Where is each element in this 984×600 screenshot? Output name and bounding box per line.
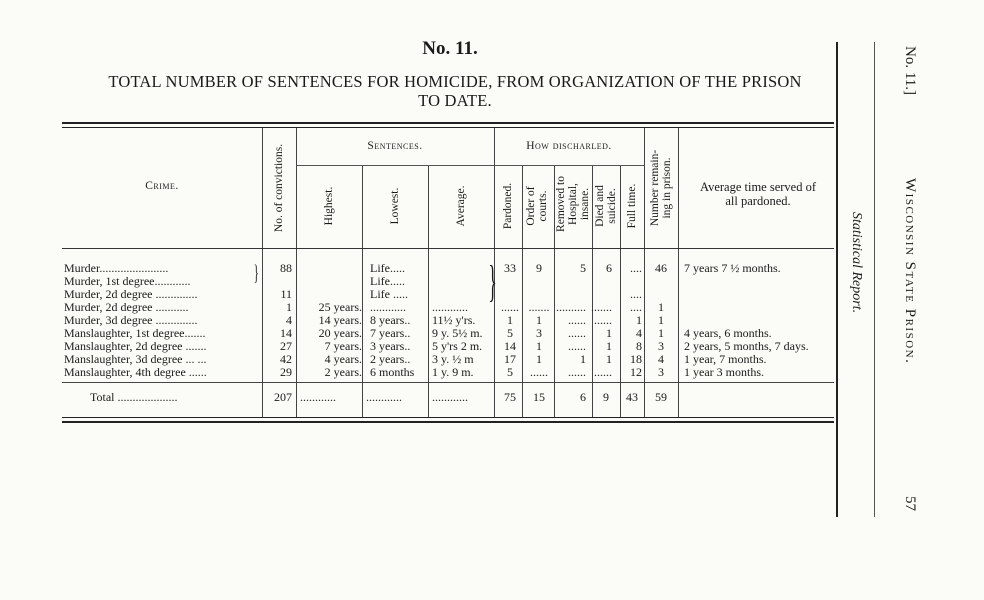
cell-crime: Manslaughter, 3d degree ... ... <box>64 352 207 366</box>
cell-pardoned: 5 <box>507 365 513 379</box>
total-order: 15 <box>533 390 545 404</box>
cell-convictions: 1 <box>286 300 292 314</box>
cell-full: .... <box>630 287 642 301</box>
top-rule-thick <box>62 122 834 124</box>
cell-died: ....... <box>591 300 612 314</box>
cell-remaining: 1 <box>658 300 664 314</box>
cell-remaining: 1 <box>658 326 664 340</box>
header-average: Average. <box>455 185 467 227</box>
running-head-left: No. 11.] <box>902 46 918 96</box>
cell-lowest: ............ <box>370 300 406 314</box>
header-convictions: No. of convictions. <box>273 143 285 233</box>
header-order-courts <box>525 168 549 244</box>
cell-order: 1 <box>536 313 542 327</box>
header-lowest: Lowest. <box>389 187 401 225</box>
total-convictions: 207 <box>274 390 292 404</box>
cell-removed: 1 <box>580 352 586 366</box>
cell-avg-served: 1 year, 7 months. <box>684 352 767 366</box>
side-label-statistical-report: Statistical Report. <box>849 212 864 314</box>
total-top-rule <box>62 382 834 383</box>
bottom-rule-thick <box>62 421 834 423</box>
cell-highest: 2 years. <box>324 365 362 379</box>
header-highest: Highest. <box>323 186 335 226</box>
total-average: ............ <box>432 390 468 404</box>
cell-convictions: 42 <box>280 352 292 366</box>
header-order-courts-line-1: Order of <box>525 186 537 226</box>
cell-avg-served: 1 year 3 months. <box>684 365 764 379</box>
cell-highest: 20 years. <box>318 326 362 340</box>
total-highest: ............ <box>300 390 336 404</box>
cell-average: 1 y. 9 m. <box>432 365 474 379</box>
cell-lowest: 8 years.. <box>370 313 411 327</box>
cell-crime: Manslaughter, 2d degree ....... <box>64 339 207 353</box>
cell-died: ...... <box>594 365 612 379</box>
cell-remaining: 3 <box>658 365 664 379</box>
cell-average: 11½ y'rs. <box>432 313 476 327</box>
cell-lowest: 7 years.. <box>370 326 411 340</box>
header-order-courts-line-2: courts. <box>537 190 549 222</box>
header-removed-line-1: Removed to <box>555 176 567 232</box>
header-number-remaining <box>649 132 673 244</box>
cell-highest: 14 years. <box>318 313 362 327</box>
header-died-line-1: Died and <box>594 185 606 227</box>
cell-lowest: Life ..... <box>370 287 408 301</box>
cell-full: .... <box>630 261 642 275</box>
cell-convictions: 11 <box>280 287 292 301</box>
cell-removed: .......... <box>556 300 586 314</box>
cell-avg-served: 4 years, 6 months. <box>684 326 772 340</box>
running-head-center: Wisconsin State Prison. <box>902 178 918 365</box>
cell-pardoned: 14 <box>504 339 516 353</box>
heading-line-2: TO DATE. <box>418 91 492 110</box>
header-remaining-line-1: Number remain- <box>649 149 661 227</box>
cell-average: 3 y. ½ m <box>432 352 474 366</box>
total-full: 43 <box>626 390 638 404</box>
total-died: 9 <box>603 390 609 404</box>
header-how-discharged: How discharled. <box>526 140 612 152</box>
cell-crime: Murder, 1st degree............ <box>64 274 191 288</box>
cell-full: 18 <box>630 352 642 366</box>
cell-average: 5 y'rs 2 m. <box>432 339 483 353</box>
total-row <box>64 391 834 404</box>
cell-remaining: 46 <box>655 261 667 275</box>
cell-average: 9 y. 5½ m. <box>432 326 483 340</box>
header-average-time-served <box>680 180 836 208</box>
header-crime: Crime. <box>145 180 179 192</box>
cell-remaining: 1 <box>658 313 664 327</box>
cell-order: 3 <box>536 326 542 340</box>
cell-pardoned: ...... <box>501 300 519 314</box>
total-removed: 6 <box>580 390 586 404</box>
cell-removed: ...... <box>568 326 586 340</box>
cell-full: 8 <box>636 339 642 353</box>
cell-order: 1 <box>536 339 542 353</box>
header-removed-line-3: insane. <box>579 187 591 221</box>
cell-removed: ...... <box>568 339 586 353</box>
header-died-suicide <box>594 168 618 244</box>
cell-crime: Murder, 2d degree ........... <box>64 300 189 314</box>
header-avg-line-2: all pardoned. <box>725 194 791 208</box>
cell-crime: Manslaughter, 4th degree ...... <box>64 365 207 379</box>
cell-full: .... <box>630 300 642 314</box>
header-full-time: Full time. <box>626 183 638 229</box>
cell-full: 1 <box>636 313 642 327</box>
cell-order: 1 <box>536 352 542 366</box>
table-number: No. 11. <box>422 38 478 59</box>
cell-pardoned: 5 <box>507 326 513 340</box>
cell-order: 9 <box>536 261 542 275</box>
brace-murder: } <box>253 260 259 285</box>
cell-pardoned: 17 <box>504 352 516 366</box>
cell-died: 1 <box>606 339 612 353</box>
cell-crime: Murder, 2d degree .............. <box>64 287 198 301</box>
header-avg-line-1: Average time served of <box>699 180 817 194</box>
cell-lowest: Life..... <box>370 261 405 275</box>
cell-died: 1 <box>606 326 612 340</box>
cell-order: ....... <box>528 300 550 314</box>
cell-remaining: 3 <box>658 339 664 353</box>
total-lowest: ............ <box>366 390 402 404</box>
cell-died: 1 <box>606 352 612 366</box>
cell-pardoned: 33 <box>504 261 516 275</box>
cell-avg-served: 2 years, 5 months, 7 days. <box>684 339 809 353</box>
margin-rule <box>874 42 875 517</box>
cell-convictions: 27 <box>280 339 292 353</box>
total-pardoned: 75 <box>504 390 516 404</box>
cell-pardoned: 1 <box>507 313 513 327</box>
cell-order: ...... <box>530 365 548 379</box>
cell-lowest: Life..... <box>370 274 405 288</box>
cell-lowest: 2 years.. <box>370 352 411 366</box>
cell-full: 12 <box>630 365 642 379</box>
table-row <box>64 366 834 379</box>
cell-convictions: 4 <box>286 313 292 327</box>
bottom-rule-thin <box>62 417 834 418</box>
header-pardoned: Pardoned. <box>502 182 514 230</box>
margin-rule <box>836 42 838 517</box>
cell-convictions: 88 <box>280 261 292 275</box>
table-heading <box>60 72 850 110</box>
cell-crime: Manslaughter, 1st degree....... <box>64 326 206 340</box>
cell-highest: 7 years. <box>324 339 362 353</box>
cell-remaining: 4 <box>658 352 664 366</box>
cell-convictions: 29 <box>280 365 292 379</box>
cell-removed: ...... <box>568 365 586 379</box>
header-remaining-line-2: ing in prison. <box>661 157 673 219</box>
sentences-rule <box>296 165 494 166</box>
cell-died: 6 <box>606 261 612 275</box>
page-number: 57 <box>902 496 918 511</box>
top-rule-thin <box>62 127 834 128</box>
cell-full: 4 <box>636 326 642 340</box>
cell-crime: Murder, 3d degree .............. <box>64 313 198 327</box>
cell-convictions: 14 <box>280 326 292 340</box>
cell-crime: Murder....................... <box>64 261 169 275</box>
total-label: Total .................... <box>90 390 178 404</box>
cell-removed: 5 <box>580 261 586 275</box>
brace-average: } <box>488 257 497 306</box>
total-remaining: 59 <box>655 390 667 404</box>
cell-average: ............ <box>432 300 468 314</box>
heading-line-1: TOTAL NUMBER OF SENTENCES FOR HOMICIDE, FROM ORGANIZATION OF THE PRISON <box>108 72 802 91</box>
cell-removed: ...... <box>568 313 586 327</box>
cell-highest: 4 years. <box>324 352 362 366</box>
cell-lowest: 3 years.. <box>370 339 411 353</box>
cell-avg-served: 7 years 7 ½ months. <box>684 261 781 275</box>
header-removed-line-2: Hospital, <box>567 183 579 225</box>
cell-died: ...... <box>594 313 612 327</box>
header-bottom-rule <box>62 248 834 249</box>
cell-lowest: 6 months <box>370 365 415 379</box>
header-removed-hospital <box>555 164 591 244</box>
header-died-line-2: suicide. <box>606 188 618 224</box>
cell-highest: 25 years. <box>318 300 362 314</box>
header-sentences: Sentences. <box>367 140 423 152</box>
